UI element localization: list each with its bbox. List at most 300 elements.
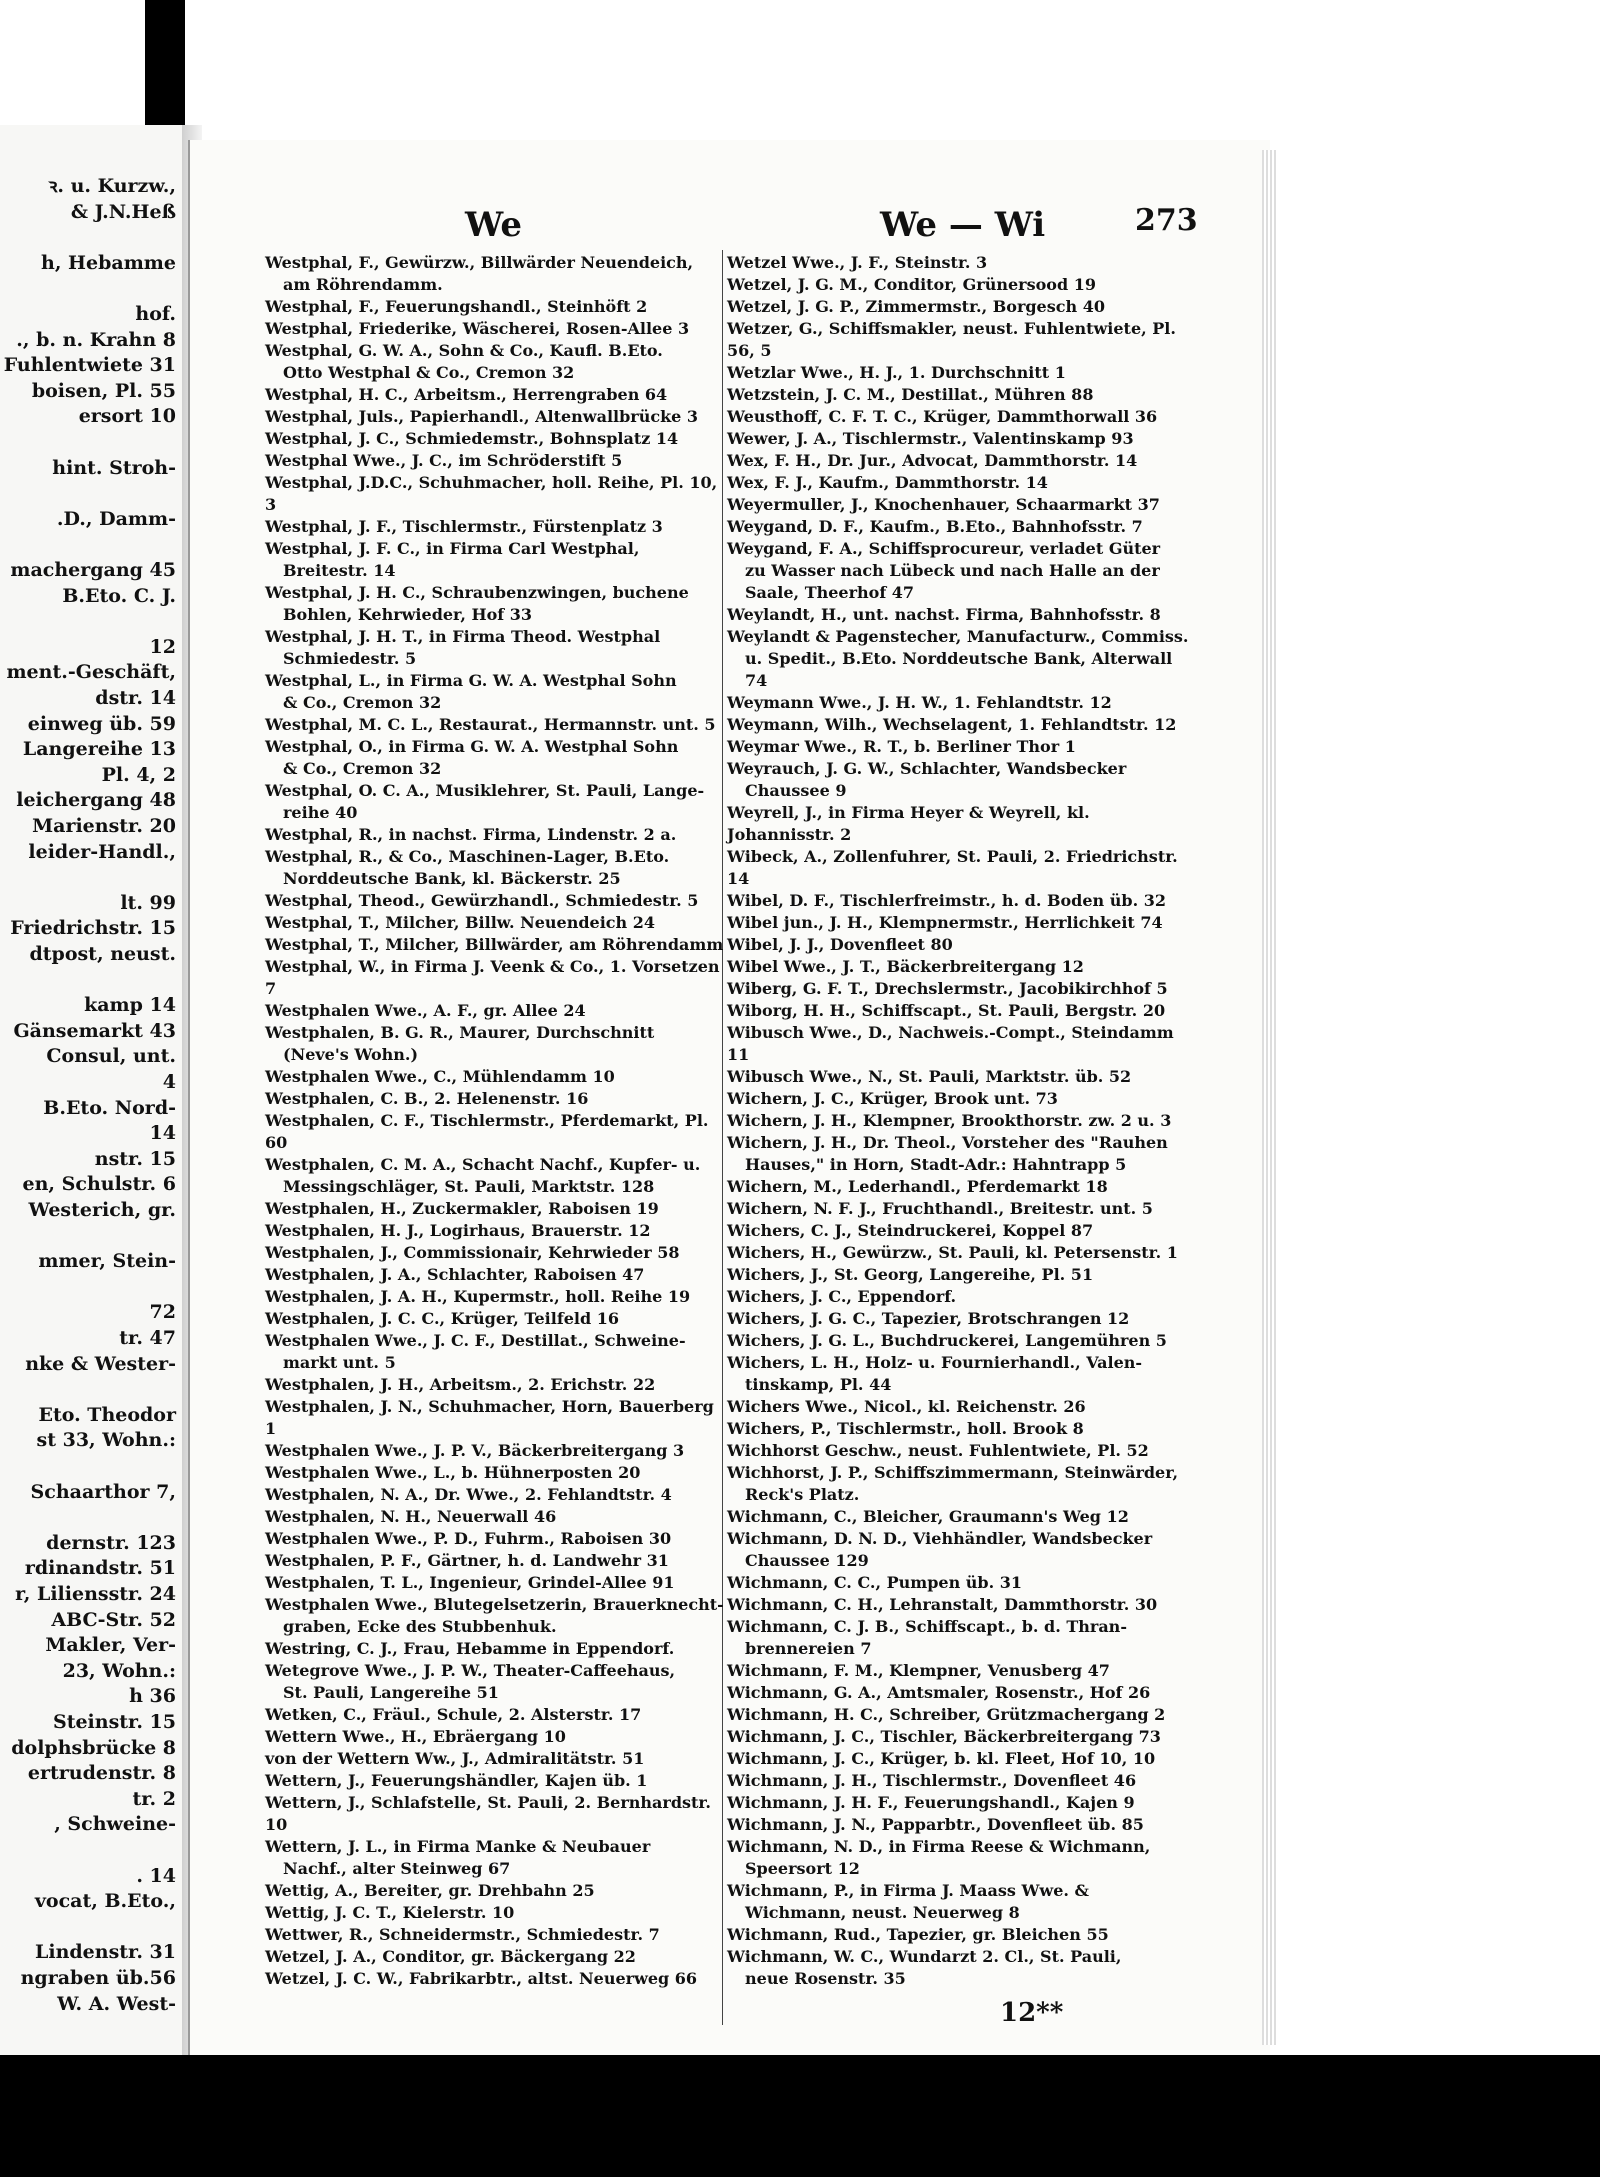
entry-line: Wettern, J., Schlafstelle, St. Pauli, 2. Bernhardstr. 10 xyxy=(265,1793,711,1834)
entry-line: Westphal, O., in Firma G. W. A. Westphal Sohn xyxy=(265,737,679,756)
directory-entry xyxy=(265,450,730,472)
left-page xyxy=(0,125,184,2055)
entry-continuation: brennereien 7 xyxy=(745,1639,872,1658)
left-page-fragment: boisen, Pl. 55 xyxy=(31,379,176,402)
left-page-fragment: dstr. 14 xyxy=(95,687,176,709)
directory-entry xyxy=(727,472,1197,494)
directory-entry xyxy=(265,780,730,824)
directory-entry xyxy=(265,428,730,450)
directory-entry xyxy=(265,714,730,736)
directory-entry xyxy=(727,406,1197,428)
entry-line: Wichmann, C. J. B., Schiffscapt., b. d. Thran- xyxy=(727,1617,1127,1636)
entry-line: Westphal, M. C. L., Restaurat., Hermannstr. unt. 5 xyxy=(265,715,716,734)
left-page-fragment: ertrudenstr. 8 xyxy=(27,1762,176,1785)
entry-line: Wetken, C., Fräul., Schule, 2. Alsterstr. 17 xyxy=(265,1705,642,1724)
directory-entry xyxy=(265,1264,730,1286)
entry-continuation: markt unt. 5 xyxy=(283,1353,396,1372)
entry-line: Westphal Wwe., J. C., im Schröderstift 5 xyxy=(265,451,623,470)
entry-line: Westphalen Wwe., J. C. F., Destillat., Schweine- xyxy=(265,1331,686,1350)
entry-line: Wiberg, G. F. T., Drechslermstr., Jacobikirchhof 5 xyxy=(727,979,1168,998)
left-page-fragment: B.Eto. C. J. xyxy=(62,584,176,607)
entry-line: Westphal, T., Milcher, Billwärder, am Röhrendamm xyxy=(265,935,724,954)
entry-line: Wibusch Wwe., N., St. Pauli, Marktstr. üb. 52 xyxy=(727,1067,1132,1086)
entry-line: Westphalen, J. A. H., Kupermstr., holl. Reihe 19 xyxy=(265,1287,691,1306)
left-page-fragment: Langereihe 13 xyxy=(22,738,176,761)
directory-entry xyxy=(265,1726,730,1748)
entry-line: Wichmann, F. M., Klempner, Venusberg 47 xyxy=(727,1661,1110,1680)
entry-line: Wichers, J. G. C., Tapezier, Brotschrangen 12 xyxy=(727,1309,1130,1328)
left-page-fragment: , Schweine- xyxy=(54,1813,176,1836)
left-page-fragment: Lindenstr. 31 xyxy=(35,1941,176,1964)
entry-line: Westphal, R., & Co., Maschinen-Lager, B.Eto. xyxy=(265,847,670,866)
entry-line: Wettig, J. C. T., Kielerstr. 10 xyxy=(265,1903,515,1922)
entry-line: Wichers, C. J., Steindruckerei, Koppel 87 xyxy=(727,1221,1094,1240)
left-page-fragment: h, Hebamme xyxy=(41,251,176,274)
left-page-fragment: 12 xyxy=(149,635,176,658)
directory-entry xyxy=(265,934,730,956)
directory-entry xyxy=(265,1968,730,1990)
entry-line: Weymar Wwe., R. T., b. Berliner Thor 1 xyxy=(727,737,1076,756)
directory-entry xyxy=(265,406,730,428)
entry-continuation: Schmiedestr. 5 xyxy=(283,649,417,668)
directory-entry xyxy=(727,1528,1197,1572)
entry-line: Wichers, J., St. Georg, Langereihe, Pl. 51 xyxy=(727,1265,1094,1284)
directory-entry xyxy=(727,736,1197,758)
directory-entry xyxy=(265,340,730,384)
directory-entry xyxy=(727,1704,1197,1726)
entry-line: Westphalen, J. C. C., Krüger, Teilfeld 16 xyxy=(265,1309,619,1328)
directory-entry xyxy=(727,912,1197,934)
directory-entry xyxy=(727,1132,1197,1176)
entry-line: Westphalen, H. J., Logirhaus, Brauerstr. 12 xyxy=(265,1221,651,1240)
entry-line: Wettern, J. L., in Firma Manke & Neubauer xyxy=(265,1837,651,1856)
entry-line: Westphal, F., Gewürzw., Billwärder Neuendeich, xyxy=(265,253,694,272)
entry-continuation: & Co., Cremon 32 xyxy=(283,693,442,712)
entry-line: Wettern Wwe., H., Ebräergang 10 xyxy=(265,1727,566,1746)
entry-line: Wibeck, A., Zollenfuhrer, St. Pauli, 2. Friedrichstr. 14 xyxy=(727,847,1178,888)
directory-entry xyxy=(727,604,1197,626)
directory-entry xyxy=(265,670,730,714)
left-running-head: We xyxy=(465,205,523,245)
directory-entry xyxy=(727,494,1197,516)
directory-entry xyxy=(727,1330,1197,1352)
directory-entry xyxy=(265,1154,730,1198)
entry-line: Westphalen, C. B., 2. Helenenstr. 16 xyxy=(265,1089,589,1108)
directory-entry xyxy=(727,1814,1197,1836)
directory-entry xyxy=(265,1924,730,1946)
directory-entry xyxy=(727,1726,1197,1748)
directory-entry xyxy=(727,296,1197,318)
entry-line: Westphalen, N. H., Neuerwall 46 xyxy=(265,1507,557,1526)
page-number: 273 xyxy=(1135,203,1198,238)
left-page-fragment: hof. xyxy=(135,303,176,325)
left-page-fragment: lt. 99 xyxy=(120,891,176,914)
left-page-fragment: mmer, Stein- xyxy=(38,1250,176,1273)
left-page-fragment: ment.-Geschäft, xyxy=(6,661,176,684)
directory-entry xyxy=(727,1418,1197,1440)
entry-continuation: Bohlen, Kehrwieder, Hof 33 xyxy=(283,605,532,624)
entry-continuation: & Co., Cremon 32 xyxy=(283,759,442,778)
entry-line: Westphal, G. W. A., Sohn & Co., Kaufl. B.Eto. xyxy=(265,341,663,360)
directory-entry xyxy=(265,516,730,538)
directory-entry xyxy=(727,1110,1197,1132)
directory-entry xyxy=(727,362,1197,384)
left-page-fragment: einweg üb. 59 xyxy=(27,712,176,735)
left-page-fragment: B.Eto. Nord- xyxy=(43,1096,176,1119)
directory-entry xyxy=(265,582,730,626)
entry-continuation: Chaussee 9 xyxy=(745,781,847,800)
directory-entry xyxy=(727,318,1197,362)
left-page-fragment: ., b. n. Krahn 8 xyxy=(16,328,176,351)
left-page-fragment: 72 xyxy=(149,1301,176,1324)
directory-entry xyxy=(265,824,730,846)
entry-line: Westphalen, H., Zuckermakler, Raboisen 19 xyxy=(265,1199,659,1218)
directory-entry xyxy=(727,1396,1197,1418)
left-page-fragment: vocat, B.Eto., xyxy=(34,1890,176,1913)
left-page-fragment: Gänsemarkt 43 xyxy=(13,1019,176,1042)
entry-continuation: Reck's Platz. xyxy=(745,1485,860,1504)
directory-entry xyxy=(265,252,730,296)
left-page-fragment: st 33, Wohn.: xyxy=(36,1429,176,1452)
entry-line: Wichers, L. H., Holz- u. Fournierhandl., Valen- xyxy=(727,1353,1143,1372)
directory-entry xyxy=(265,1374,730,1396)
entry-line: Wetzel, J. A., Conditor, gr. Bäckergang 22 xyxy=(265,1947,636,1966)
entry-continuation: Nachf., alter Steinweg 67 xyxy=(283,1859,511,1878)
entry-line: Wichern, M., Lederhandl., Pferdemarkt 18 xyxy=(727,1177,1108,1196)
entry-continuation: (Neve's Wohn.) xyxy=(283,1045,419,1064)
left-page-fragment: 23, Wohn.: xyxy=(62,1659,176,1682)
directory-entry xyxy=(265,1286,730,1308)
left-page-fragment: r, Liliensstr. 24 xyxy=(15,1583,176,1605)
left-page-fragment: 4 xyxy=(162,1071,176,1093)
directory-entry xyxy=(265,1330,730,1374)
directory-entry xyxy=(265,384,730,406)
entry-line: Wichmann, J. H. F., Feuerungshandl., Kajen 9 xyxy=(727,1793,1135,1812)
entry-line: Weygand, D. F., Kaufm., B.Eto., Bahnhofsstr. 7 xyxy=(727,517,1143,536)
directory-entry xyxy=(265,956,730,1000)
entry-line: Westphalen Wwe., C., Mühlendamm 10 xyxy=(265,1067,615,1086)
left-page-fragment: . 14 xyxy=(136,1864,176,1887)
directory-entry xyxy=(727,626,1197,692)
entry-line: Wetzel, J. G. P., Zimmermstr., Borgesch 40 xyxy=(727,297,1105,316)
entry-line: Westphalen Wwe., J. P. V., Bäckerbreitergang 3 xyxy=(265,1441,685,1460)
entry-line: Wichmann, P., in Firma J. Maass Wwe. & xyxy=(727,1881,1089,1900)
directory-entry xyxy=(265,472,730,516)
left-page-fragment: ersort 10 xyxy=(78,405,176,428)
entry-line: Westphal, J. F. C., in Firma Carl Westphal, xyxy=(265,539,640,558)
directory-entry xyxy=(727,1748,1197,1770)
directory-entry xyxy=(727,384,1197,406)
entry-continuation: Breitestr. 14 xyxy=(283,561,396,580)
directory-entry xyxy=(727,1682,1197,1704)
directory-entry xyxy=(727,1880,1197,1924)
entry-line: Weylandt, H., unt. nachst. Firma, Bahnhofsstr. 8 xyxy=(727,605,1161,624)
directory-entry xyxy=(265,1220,730,1242)
entry-line: Wetzel Wwe., J. F., Steinstr. 3 xyxy=(727,253,988,272)
directory-entry xyxy=(265,1792,730,1836)
directory-entry xyxy=(727,1308,1197,1330)
entry-line: Westphal, W., in Firma J. Veenk & Co., 1. Vorsetzen 7 xyxy=(265,957,720,998)
directory-entry xyxy=(727,956,1197,978)
left-page-fragment: rdinandstr. 51 xyxy=(24,1557,176,1580)
directory-entry xyxy=(265,296,730,318)
directory-entry xyxy=(727,1594,1197,1616)
entry-line: Westphal, J. F., Tischlermstr., Fürstenplatz 3 xyxy=(265,517,663,536)
entry-line: Wichern, J. C., Krüger, Brook unt. 73 xyxy=(727,1089,1058,1108)
entry-line: Westphal, R., in nachst. Firma, Lindenstr. 2 a. xyxy=(265,825,677,844)
entry-line: Westphal, J. C., Schmiedemstr., Bohnsplatz 14 xyxy=(265,429,679,448)
entry-continuation: Chaussee 129 xyxy=(745,1551,869,1570)
directory-entry xyxy=(727,1792,1197,1814)
left-page-fragment: Makler, Ver- xyxy=(45,1634,176,1657)
directory-entry xyxy=(727,1616,1197,1660)
directory-entry xyxy=(727,890,1197,912)
entry-line: Wettern, J., Feuerungshändler, Kajen üb. 1 xyxy=(265,1771,648,1790)
directory-entry xyxy=(265,1660,730,1704)
entry-continuation: Hauses," in Horn, Stadt-Adr.: Hahntrapp 5 xyxy=(745,1155,1127,1174)
directory-entry xyxy=(265,1748,730,1770)
left-page-fragment: en, Schulstr. 6 xyxy=(22,1173,176,1196)
entry-line: Wetzlar Wwe., H. J., 1. Durchschnitt 1 xyxy=(727,363,1066,382)
entry-line: Wiborg, H. H., Schiffscapt., St. Pauli, Bergstr. 20 xyxy=(727,1001,1166,1020)
directory-entry xyxy=(265,1506,730,1528)
directory-entry xyxy=(265,1066,730,1088)
left-page-fragment: h 36 xyxy=(129,1685,176,1708)
directory-entry xyxy=(727,1660,1197,1682)
entry-continuation: graben, Ecke des Stubbenhuk. xyxy=(283,1617,557,1636)
entry-line: Westphal, T., Milcher, Billw. Neuendeich 24 xyxy=(265,913,655,932)
directory-entry xyxy=(727,1440,1197,1462)
entry-continuation: Wichmann, neust. Neuerweg 8 xyxy=(745,1903,1020,1922)
directory-entry xyxy=(265,1594,730,1638)
entry-line: Westphalen, J., Commissionair, Kehrwieder 58 xyxy=(265,1243,680,1262)
directory-entry xyxy=(727,1022,1197,1066)
entry-line: Wex, F. J., Kaufm., Dammthorstr. 14 xyxy=(727,473,1048,492)
directory-entry xyxy=(727,1770,1197,1792)
directory-entry xyxy=(727,1924,1197,1946)
entry-line: Wichers, J. G. L., Buchdruckerei, Langemühren 5 xyxy=(727,1331,1167,1350)
directory-entry xyxy=(727,714,1197,736)
entry-line: Weylandt & Pagenstecher, Manufacturw., Commiss. xyxy=(727,627,1189,646)
directory-entry xyxy=(727,1836,1197,1880)
directory-entry xyxy=(265,1770,730,1792)
left-page-fragment: nke & Wester- xyxy=(25,1352,176,1375)
entry-line: Wettwer, R., Schneidermstr., Schmiedestr. 7 xyxy=(265,1925,660,1944)
entry-line: Wichmann, D. N. D., Viehhändler, Wandsbecker xyxy=(727,1529,1153,1548)
entry-line: Westphalen, T. L., Ingenieur, Grindel-Allee 91 xyxy=(265,1573,675,1592)
directory-entry xyxy=(727,692,1197,714)
directory-entry xyxy=(727,1220,1197,1242)
entry-line: Wetzel, J. C. W., Fabrikarbtr., altst. Neuerweg 66 xyxy=(265,1969,698,1988)
entry-line: Weusthoff, C. F. T. C., Krüger, Dammthorwall 36 xyxy=(727,407,1158,426)
left-page-fragment: ABC-Str. 52 xyxy=(51,1608,176,1631)
directory-entry xyxy=(265,1528,730,1550)
left-page-fragment: Fuhlentwiete 31 xyxy=(3,354,176,377)
entry-line: Wichmann, C. C., Pumpen üb. 31 xyxy=(727,1573,1022,1592)
directory-entry xyxy=(265,1704,730,1726)
entry-line: Westphalen Wwe., Blutegelsetzerin, Brauerknecht- xyxy=(265,1595,724,1614)
entry-line: Westphalen, J. H., Arbeitsm., 2. Erichstr. 22 xyxy=(265,1375,656,1394)
directory-entry xyxy=(727,1088,1197,1110)
entry-line: Westphal, O. C. A., Musiklehrer, St. Pauli, Lange- xyxy=(265,781,705,800)
entry-line: Westphalen, C. M. A., Schacht Nachf., Kupfer- u. xyxy=(265,1155,701,1174)
directory-entry xyxy=(265,1198,730,1220)
entry-continuation: Speersort 12 xyxy=(745,1859,860,1878)
entry-line: Wichmann, H. C., Schreiber, Grützmachergang 2 xyxy=(727,1705,1166,1724)
entry-line: Wichmann, W. C., Wundarzt 2. Cl., St. Pauli, xyxy=(727,1947,1122,1966)
entry-line: Wettig, A., Bereiter, gr. Drehbahn 25 xyxy=(265,1881,595,1900)
left-page-fragment: ꝛ. u. Kurzw., xyxy=(48,175,176,197)
directory-entry xyxy=(265,538,730,582)
directory-entry xyxy=(727,1066,1197,1088)
entry-line: Wichern, J. H., Dr. Theol., Vorsteher des "Rauhen xyxy=(727,1133,1168,1152)
left-page-fragment: kamp 14 xyxy=(84,994,176,1017)
directory-entry xyxy=(727,450,1197,472)
entry-line: Wetzer, G., Schiffsmakler, neust. Fuhlentwiete, Pl. 56, 5 xyxy=(727,319,1176,360)
entry-line: Wibusch Wwe., D., Nachweis.-Compt., Steindamm 11 xyxy=(727,1023,1174,1064)
directory-entry xyxy=(265,1462,730,1484)
entry-continuation: tinskamp, Pl. 44 xyxy=(745,1375,892,1394)
entry-line: Westphal, J. H. T., in Firma Theod. Westphal xyxy=(265,627,661,646)
left-page-fragment: W. A. West- xyxy=(57,1992,176,2015)
entry-line: Westphalen, J. A., Schlachter, Raboisen 47 xyxy=(265,1265,645,1284)
left-page-fragment: dolphsbrücke 8 xyxy=(11,1736,176,1759)
left-page-fragment: .D., Damm- xyxy=(56,507,176,530)
entry-continuation: Otto Westphal & Co., Cremon 32 xyxy=(283,363,575,382)
directory-entry xyxy=(265,1638,730,1660)
directory-entry xyxy=(265,846,730,890)
entry-line: Wichers Wwe., Nicol., kl. Reichenstr. 26 xyxy=(727,1397,1086,1416)
entry-line: Wetzstein, J. C. M., Destillat., Mühren 88 xyxy=(727,385,1094,404)
entry-line: Westphal, L., in Firma G. W. A. Westphal Sohn xyxy=(265,671,677,690)
entry-line: Westphal, H. C., Arbeitsm., Herrengraben 64 xyxy=(265,385,668,404)
entry-line: Wichern, J. H., Klempner, Brookthorstr. zw. 2 u. 3 xyxy=(727,1111,1172,1130)
left-page-fragment: leider-Handl., xyxy=(28,840,176,863)
directory-entry xyxy=(727,1000,1197,1022)
bottom-background xyxy=(0,2055,1600,2177)
left-page-fragment: ngraben üb.56 xyxy=(20,1967,176,1989)
entry-line: Wichers, J. C., Eppendorf. xyxy=(727,1287,957,1306)
entry-line: Wichern, N. F. J., Fruchthandl., Breitestr. unt. 5 xyxy=(727,1199,1153,1218)
entry-line: Wichmann, J. N., Papparbtr., Dovenfleet üb. 85 xyxy=(727,1815,1144,1834)
entry-line: Wibel Wwe., J. T., Bäckerbreitergang 12 xyxy=(727,957,1084,976)
entry-line: Wichers, P., Tischlermstr., holl. Brook 8 xyxy=(727,1419,1084,1438)
entry-continuation: Messingschläger, St. Pauli, Marktstr. 128 xyxy=(283,1177,655,1196)
left-page-fragment: tr. 2 xyxy=(132,1787,176,1810)
entry-line: Westphal, Friederike, Wäscherei, Rosen-Allee 3 xyxy=(265,319,690,338)
entry-line: Westphalen Wwe., A. F., gr. Allee 24 xyxy=(265,1001,586,1020)
entry-continuation: neue Rosenstr. 35 xyxy=(745,1969,906,1988)
directory-entry xyxy=(265,1550,730,1572)
directory-entry xyxy=(265,736,730,780)
entry-continuation: Saale, Theerhof 47 xyxy=(745,583,915,602)
directory-entry xyxy=(727,978,1197,1000)
top-background xyxy=(0,0,1600,125)
left-page-fragment: Steinstr. 15 xyxy=(52,1711,176,1733)
directory-entry xyxy=(727,1506,1197,1528)
left-page-fragment: nstr. 15 xyxy=(94,1147,176,1170)
entry-line: Westphal, Theod., Gewürzhandl., Schmiedestr. 5 xyxy=(265,891,699,910)
entry-continuation: reihe 40 xyxy=(283,803,358,822)
directory-entry xyxy=(265,1902,730,1924)
entry-line: Westphal, J.D.C., Schuhmacher, holl. Reihe, Pl. 10, 3 xyxy=(265,473,718,514)
entry-line: Wichmann, J. H., Tischlermstr., Dovenfleet 46 xyxy=(727,1771,1137,1790)
directory-entry xyxy=(727,934,1197,956)
left-page-fragment: dtpost, neust. xyxy=(29,943,176,965)
entry-continuation: zu Wasser nach Lübeck und nach Halle an der xyxy=(745,561,1160,580)
entry-line: Wex, F. H., Dr. Jur., Advocat, Dammthorstr. 14 xyxy=(727,451,1138,470)
book-spine-shadow xyxy=(145,0,185,135)
directory-entry xyxy=(727,428,1197,450)
directory-entry xyxy=(265,1396,730,1440)
entry-line: Westphal, Juls., Papierhandl., Altenwallbrücke 3 xyxy=(265,407,699,426)
directory-entry xyxy=(265,1440,730,1462)
directory-entry xyxy=(265,318,730,340)
left-page-fragment: 14 xyxy=(149,1122,176,1145)
entry-line: Wichers, H., Gewürzw., St. Pauli, kl. Petersenstr. 1 xyxy=(727,1243,1178,1262)
entry-line: von der Wettern Ww., J., Admiralitätstr. 51 xyxy=(265,1749,645,1768)
directory-entry xyxy=(265,626,730,670)
directory-entry xyxy=(265,1308,730,1330)
left-page-fragment: tr. 47 xyxy=(119,1327,176,1349)
entry-line: Wichhorst Geschw., neust. Fuhlentwiete, Pl. 52 xyxy=(727,1441,1149,1460)
entry-line: Wichmann, Rud., Tapezier, gr. Bleichen 55 xyxy=(727,1925,1109,1944)
entry-line: Westphalen Wwe., L., b. Hühnerposten 20 xyxy=(265,1463,641,1482)
left-page-fragment: machergang 45 xyxy=(10,559,176,581)
left-page-fragment: hint. Stroh- xyxy=(52,456,176,479)
directory-entry xyxy=(727,758,1197,802)
entry-line: Wetegrove Wwe., J. P. W., Theater-Caffeehaus, xyxy=(265,1661,676,1680)
directory-entry xyxy=(727,252,1197,274)
entry-line: Weyermuller, J., Knochenhauer, Schaarmarkt 37 xyxy=(727,495,1160,514)
left-page-fragment: leichergang 48 xyxy=(16,789,176,812)
directory-entry xyxy=(727,1286,1197,1308)
entry-line: Westphalen, C. F., Tischlermstr., Pferdemarkt, Pl. 60 xyxy=(265,1111,709,1152)
entry-line: Westphalen, N. A., Dr. Wwe., 2. Fehlandtstr. 4 xyxy=(265,1485,672,1504)
entry-continuation: am Röhrendamm. xyxy=(283,275,443,294)
entry-line: Westphal, J. H. C., Schraubenzwingen, buchene xyxy=(265,583,689,602)
directory-entry xyxy=(265,1000,730,1022)
entry-line: Westphal, F., Feuerungshandl., Steinhöft 2 xyxy=(265,297,648,316)
left-page-fragment: Schaarthor 7, xyxy=(30,1480,176,1503)
entry-line: Weyrell, J., in Firma Heyer & Weyrell, kl. Johannisstr. 2 xyxy=(727,803,1090,844)
entry-continuation: St. Pauli, Langereihe 51 xyxy=(283,1683,499,1702)
printer-signature: 12** xyxy=(1000,1998,1064,2028)
directory-entry xyxy=(265,890,730,912)
entry-line: Wibel, D. F., Tischlerfreimstr., h. d. Boden üb. 32 xyxy=(727,891,1166,910)
directory-entry xyxy=(265,1836,730,1880)
directory-entry xyxy=(727,802,1197,846)
directory-entry xyxy=(265,1572,730,1594)
left-page-fragment: Marienstr. 20 xyxy=(32,815,176,837)
directory-entry xyxy=(265,1242,730,1264)
entry-line: Wetzel, J. G. M., Conditor, Grünersood 19 xyxy=(727,275,1096,294)
directory-entry xyxy=(265,1110,730,1154)
directory-entry xyxy=(727,516,1197,538)
directory-entry xyxy=(727,1176,1197,1198)
right-running-head: We — Wi xyxy=(880,205,1046,245)
entry-line: Weygand, F. A., Schiffsprocureur, verladet Güter xyxy=(727,539,1161,558)
directory-entry xyxy=(727,846,1197,890)
left-page-fragment: Consul, unt. xyxy=(46,1045,176,1068)
entry-continuation: u. Spedit., B.Eto. Norddeutsche Bank, Alterwall 74 xyxy=(745,649,1173,690)
left-page-fragment: Westerich, gr. xyxy=(28,1199,176,1221)
entry-line: Wichhorst, J. P., Schiffszimmermann, Steinwärder, xyxy=(727,1463,1179,1482)
left-page-fragment: Eto. Theodor xyxy=(38,1403,176,1426)
directory-entry xyxy=(727,1572,1197,1594)
page-edges xyxy=(1262,150,1278,2045)
entry-line: Westphalen, B. G. R., Maurer, Durchschnitt xyxy=(265,1023,655,1042)
